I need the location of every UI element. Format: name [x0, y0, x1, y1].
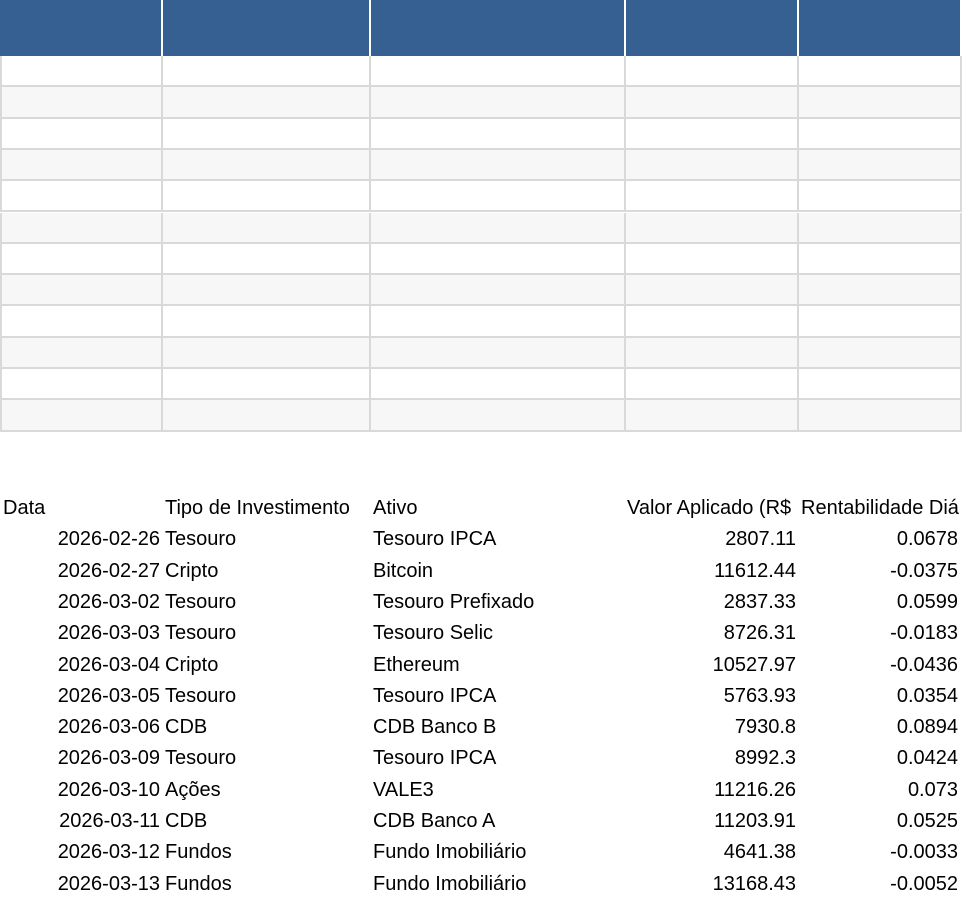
table-row: [0, 650, 962, 681]
styled-header-cell[interactable]: [0, 0, 163, 56]
cell-ativo[interactable]: CDB Banco B: [373, 716, 497, 739]
table-row: [0, 681, 962, 712]
styled-table-cell[interactable]: [0, 213, 163, 244]
cell-ativo[interactable]: Fundo Imobiliário: [373, 872, 527, 895]
styled-table: [0, 0, 962, 432]
styled-table-cell[interactable]: [371, 306, 626, 337]
styled-table-cell[interactable]: [163, 244, 371, 275]
cell-data[interactable]: 2026-02-27: [57, 559, 160, 582]
styled-table-cell[interactable]: [799, 87, 962, 118]
styled-table-cell[interactable]: [626, 150, 799, 181]
table-row: [0, 524, 962, 555]
styled-table-cell[interactable]: [626, 87, 799, 118]
styled-table-cell[interactable]: [163, 119, 371, 150]
styled-table-cell[interactable]: [163, 56, 371, 87]
styled-table-cell[interactable]: [0, 306, 163, 337]
styled-table-row: [0, 400, 962, 431]
cell-tipo[interactable]: Tesouro: [165, 684, 237, 707]
cell-rentabilidade[interactable]: 0.0525: [896, 810, 958, 832]
styled-table-cell[interactable]: [0, 244, 163, 275]
cell-valor[interactable]: 2837.33: [723, 590, 796, 613]
styled-table-cell[interactable]: [799, 213, 962, 244]
styled-table-row: [0, 119, 962, 150]
styled-table-row: [0, 87, 962, 118]
cell-valor[interactable]: 7930.8: [734, 716, 796, 739]
header-row: [0, 493, 962, 524]
cell-rentabilidade[interactable]: 0.0894: [896, 716, 958, 739]
cell-rentabilidade[interactable]: -0.0375: [890, 559, 958, 582]
cell-ativo[interactable]: Tesouro IPCA: [373, 528, 497, 551]
cell-valor[interactable]: 11216.26: [714, 778, 796, 801]
table-row: [0, 775, 962, 806]
styled-table-cell[interactable]: [626, 181, 799, 212]
cell-ativo[interactable]: Tesouro Selic: [373, 622, 494, 645]
styled-table-cell[interactable]: [799, 119, 962, 150]
styled-table-cell[interactable]: [371, 119, 626, 150]
styled-table-row: [0, 244, 962, 275]
styled-table-cell[interactable]: [626, 306, 799, 337]
styled-table-row: [0, 369, 962, 400]
cell-valor[interactable]: 11203.91: [714, 810, 796, 832]
styled-header-cell[interactable]: [626, 0, 799, 56]
styled-table-cell[interactable]: [0, 275, 163, 306]
styled-table-cell[interactable]: [626, 244, 799, 275]
cell-data[interactable]: 2026-03-11: [59, 810, 160, 832]
cell-data[interactable]: 2026-03-06: [57, 716, 160, 739]
cell-ativo[interactable]: VALE3: [373, 778, 434, 801]
styled-table-cell[interactable]: [163, 275, 371, 306]
styled-table-row: [0, 338, 962, 369]
cell-tipo[interactable]: Cripto: [165, 559, 219, 582]
styled-table-cell[interactable]: [371, 150, 626, 181]
cell-ativo[interactable]: Tesouro IPCA: [373, 684, 497, 707]
styled-table-cell[interactable]: [163, 213, 371, 244]
styled-table-row: [0, 150, 962, 181]
header-cell-valor[interactable]: Valor Aplicado (R$: [627, 497, 792, 519]
styled-table-cell[interactable]: [163, 400, 371, 431]
cell-valor[interactable]: 4641.38: [723, 841, 796, 864]
styled-table-cell[interactable]: [799, 400, 962, 431]
styled-table-cell[interactable]: [371, 87, 626, 118]
cell-tipo[interactable]: Cripto: [165, 653, 219, 676]
styled-table-cell[interactable]: [626, 400, 799, 431]
styled-table-cell[interactable]: [163, 150, 371, 181]
styled-table-cell[interactable]: [799, 150, 962, 181]
styled-table-cell[interactable]: [799, 338, 962, 369]
cell-data[interactable]: 2026-03-09: [57, 747, 160, 770]
cell-data[interactable]: 2026-03-04: [57, 653, 160, 676]
table-row: [0, 869, 962, 900]
styled-table-cell[interactable]: [0, 181, 163, 212]
cell-tipo[interactable]: Tesouro: [165, 590, 237, 613]
styled-table-cell[interactable]: [163, 181, 371, 212]
styled-table-cell[interactable]: [0, 119, 163, 150]
styled-table-cell[interactable]: [626, 119, 799, 150]
styled-table-cell[interactable]: [0, 56, 163, 87]
styled-table-cell[interactable]: [371, 56, 626, 87]
cell-data[interactable]: 2026-03-10: [57, 778, 160, 801]
cell-rentabilidade[interactable]: -0.0052: [890, 872, 958, 895]
styled-table-cell[interactable]: [371, 213, 626, 244]
styled-table-cell[interactable]: [163, 306, 371, 337]
cell-rentabilidade[interactable]: 0.0354: [896, 684, 958, 707]
cell-valor[interactable]: 13168.43: [712, 872, 796, 895]
cell-rentabilidade[interactable]: 0.0599: [896, 590, 958, 613]
table-row: [0, 806, 962, 837]
cell-data[interactable]: 2026-03-02: [57, 590, 160, 613]
cell-tipo[interactable]: Fundos: [165, 872, 232, 895]
cell-ativo[interactable]: Tesouro IPCA: [373, 747, 497, 770]
styled-table-row: [0, 306, 962, 337]
styled-header-cell[interactable]: [163, 0, 371, 56]
styled-header-cell[interactable]: [799, 0, 962, 56]
styled-table-cell[interactable]: [371, 181, 626, 212]
cell-rentabilidade[interactable]: -0.0033: [890, 841, 958, 864]
styled-table-cell[interactable]: [0, 338, 163, 369]
cell-ativo[interactable]: Tesouro Prefixado: [373, 590, 535, 613]
styled-table-cell[interactable]: [371, 275, 626, 306]
cell-rentabilidade[interactable]: -0.0183: [890, 622, 958, 645]
styled-table-cell[interactable]: [799, 275, 962, 306]
table-row: [0, 743, 962, 774]
header-cell-rentabilidade[interactable]: Rentabilidade Diá: [801, 497, 959, 519]
header-cell-tipo[interactable]: Tipo de Investimento: [165, 497, 350, 519]
table-row: [0, 618, 962, 649]
styled-table-header-row: [0, 0, 962, 56]
styled-table-cell[interactable]: [626, 338, 799, 369]
styled-table-cell[interactable]: [163, 369, 371, 400]
cell-valor[interactable]: 5763.93: [723, 684, 796, 707]
cell-valor[interactable]: 2807.11: [725, 528, 796, 551]
header-cell-data[interactable]: Data: [3, 497, 46, 519]
cell-ativo[interactable]: Bitcoin: [373, 559, 434, 582]
cell-data[interactable]: 2026-03-03: [57, 622, 160, 645]
cell-tipo[interactable]: Tesouro: [165, 528, 237, 551]
cell-data[interactable]: 2026-02-26: [57, 528, 160, 551]
table-row: [0, 587, 962, 618]
table-row: [0, 837, 962, 868]
cell-rentabilidade[interactable]: 0.073: [907, 778, 958, 801]
styled-table-row: [0, 213, 962, 244]
styled-table-cell[interactable]: [0, 150, 163, 181]
table-row: [0, 556, 962, 587]
cell-rentabilidade[interactable]: -0.0436: [890, 653, 958, 676]
cell-tipo[interactable]: Fundos: [165, 841, 232, 864]
styled-header-cell[interactable]: [371, 0, 626, 56]
table-row: [0, 712, 962, 743]
cell-valor[interactable]: 10527.97: [712, 653, 796, 676]
cell-data[interactable]: 2026-03-05: [57, 684, 160, 707]
styled-table-cell[interactable]: [0, 400, 163, 431]
styled-table-cell[interactable]: [626, 369, 799, 400]
styled-table-cell[interactable]: [371, 369, 626, 400]
cell-tipo[interactable]: CDB: [165, 716, 208, 739]
styled-table-cell[interactable]: [626, 213, 799, 244]
cell-tipo[interactable]: Tesouro: [165, 747, 237, 770]
cell-data[interactable]: 2026-03-13: [57, 872, 160, 895]
styled-table-cell[interactable]: [799, 181, 962, 212]
cell-tipo[interactable]: Tesouro: [165, 622, 237, 645]
cell-rentabilidade[interactable]: 0.0678: [896, 528, 958, 551]
cell-valor[interactable]: 11612.44: [714, 559, 796, 582]
styled-table-cell[interactable]: [0, 87, 163, 118]
cell-rentabilidade[interactable]: 0.0424: [896, 747, 958, 770]
styled-table-cell[interactable]: [371, 400, 626, 431]
styled-table-cell[interactable]: [371, 338, 626, 369]
styled-table-row: [0, 181, 962, 212]
styled-table-cell[interactable]: [163, 338, 371, 369]
styled-table-cell[interactable]: [163, 87, 371, 118]
styled-table-cell[interactable]: [799, 56, 962, 87]
styled-table-cell[interactable]: [371, 244, 626, 275]
cell-ativo[interactable]: Ethereum: [373, 653, 460, 676]
cell-valor[interactable]: 8992.3: [734, 747, 796, 770]
styled-table-cell[interactable]: [799, 369, 962, 400]
styled-table-cell[interactable]: [0, 369, 163, 400]
cell-ativo[interactable]: CDB Banco A: [373, 810, 496, 832]
styled-table-row: [0, 275, 962, 306]
cell-ativo[interactable]: Fundo Imobiliário: [373, 841, 527, 864]
cell-valor[interactable]: 8726.31: [723, 622, 796, 645]
styled-table-cell[interactable]: [799, 306, 962, 337]
cell-data[interactable]: 2026-03-12: [57, 841, 160, 864]
styled-table-cell[interactable]: [799, 244, 962, 275]
cell-tipo[interactable]: CDB: [165, 810, 208, 832]
styled-table-cell[interactable]: [626, 275, 799, 306]
styled-table-row: [0, 56, 962, 87]
styled-table-cell[interactable]: [626, 56, 799, 87]
cell-tipo[interactable]: Ações: [165, 778, 221, 801]
header-cell-ativo[interactable]: Ativo: [373, 497, 418, 519]
